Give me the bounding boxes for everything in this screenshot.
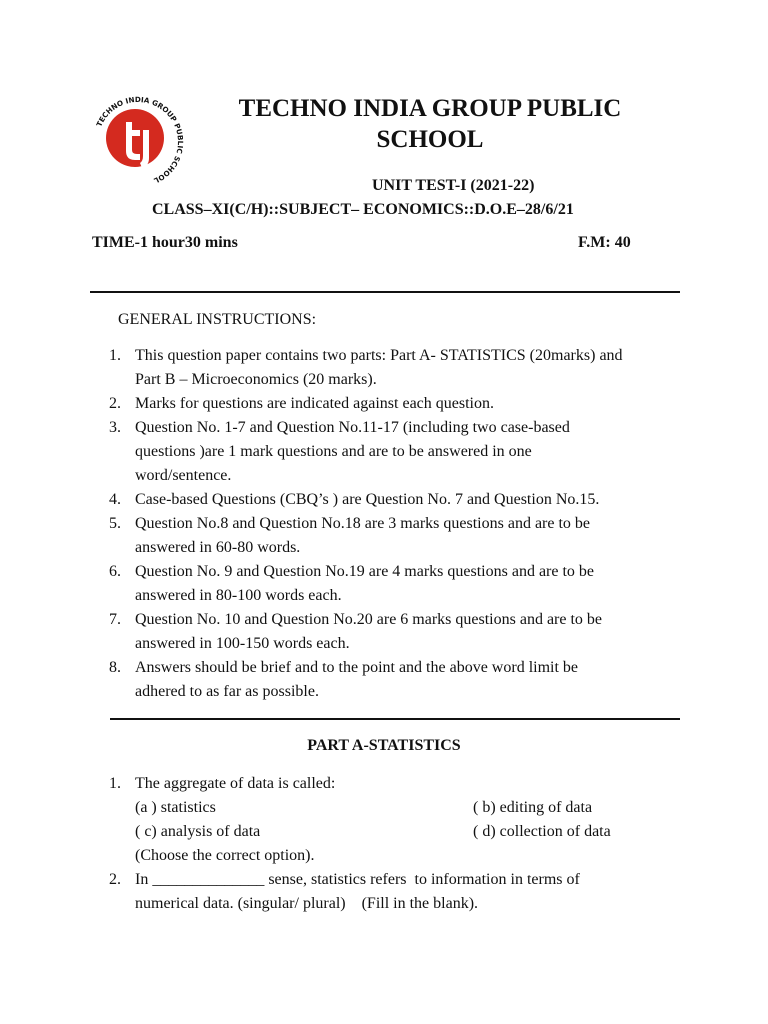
option-a: (a ) statistics xyxy=(135,799,216,816)
header-divider xyxy=(90,291,680,293)
questions-list xyxy=(109,772,689,916)
logo-ring-text: TECHNO INDIA GROUP PUBLIC SCHOOL xyxy=(94,94,186,186)
instructions-list xyxy=(109,344,689,704)
exam-time: TIME-1 hour30 mins xyxy=(92,234,238,251)
instruction-item: 2. Marks for questions are indicated against each question. xyxy=(109,395,494,412)
part-a-heading: PART A-STATISTICS xyxy=(307,737,461,754)
instructions-divider xyxy=(110,718,680,720)
question-1-note: (Choose the correct option). xyxy=(135,847,315,864)
question-1-text: The aggregate of data is called: xyxy=(135,775,336,792)
school-name-line2: SCHOOL xyxy=(376,126,484,153)
instruction-item: 3. Question No. 1-7 and Question No.11-17 (including two case-based questions )are 1 mark questions and are to be answered in one word/sentence. xyxy=(109,419,570,484)
instructions-heading: GENERAL INSTRUCTIONS: xyxy=(118,311,317,328)
question-2-line2: numerical data. (singular/ plural) (Fill in the blank). xyxy=(135,895,479,912)
option-b: ( b) editing of data xyxy=(473,799,593,816)
instruction-item: 8. Answers should be brief and to the point and the above word limit be adhered to as far as possible. xyxy=(109,659,579,700)
instruction-item: 5. Question No.8 and Question No.18 are 3 marks questions and are to be answered in 60-80 words. xyxy=(109,515,591,556)
option-d: ( d) collection of data xyxy=(473,823,611,840)
option-c: ( c) analysis of data xyxy=(135,823,261,840)
school-name-line1: TECHNO INDIA GROUP PUBLIC xyxy=(238,95,622,122)
instruction-item: 6. Question No. 9 and Question No.19 are 4 marks questions and are to be answered in 80-100 words each. xyxy=(109,563,595,604)
question-1: 1. The aggregate of data is called: (a ) statistics ( b) editing of data ( c) analysis of data ( d) collection of data (Choose the correct option). xyxy=(109,772,689,868)
instruction-item: 1. This question paper contains two parts: Part A- STATISTICS (20marks) and Part B – Microeconomics (20 marks). xyxy=(109,347,623,388)
test-name: UNIT TEST-I (2021-22) xyxy=(372,177,535,194)
instruction-item: 4. Case-based Questions (CBQ’s ) are Question No. 7 and Question No.15. xyxy=(109,491,600,508)
class-subject-line: CLASS–XI(C/H)::SUBJECT– ECONOMICS::D.O.E–28/6/21 xyxy=(152,201,574,218)
question-2: 2. In ______________ sense, statistics refers to information in terms of numerical data. (singular/ plural) (Fill in the blank). xyxy=(109,868,689,916)
instruction-item: 7. Question No. 10 and Question No.20 are 6 marks questions and are to be answered in 100-150 words each. xyxy=(109,611,603,652)
question-2-line1: In ______________ sense, statistics refers to information in terms of xyxy=(135,871,580,888)
school-logo xyxy=(88,92,188,192)
full-marks: F.M: 40 xyxy=(578,234,631,251)
